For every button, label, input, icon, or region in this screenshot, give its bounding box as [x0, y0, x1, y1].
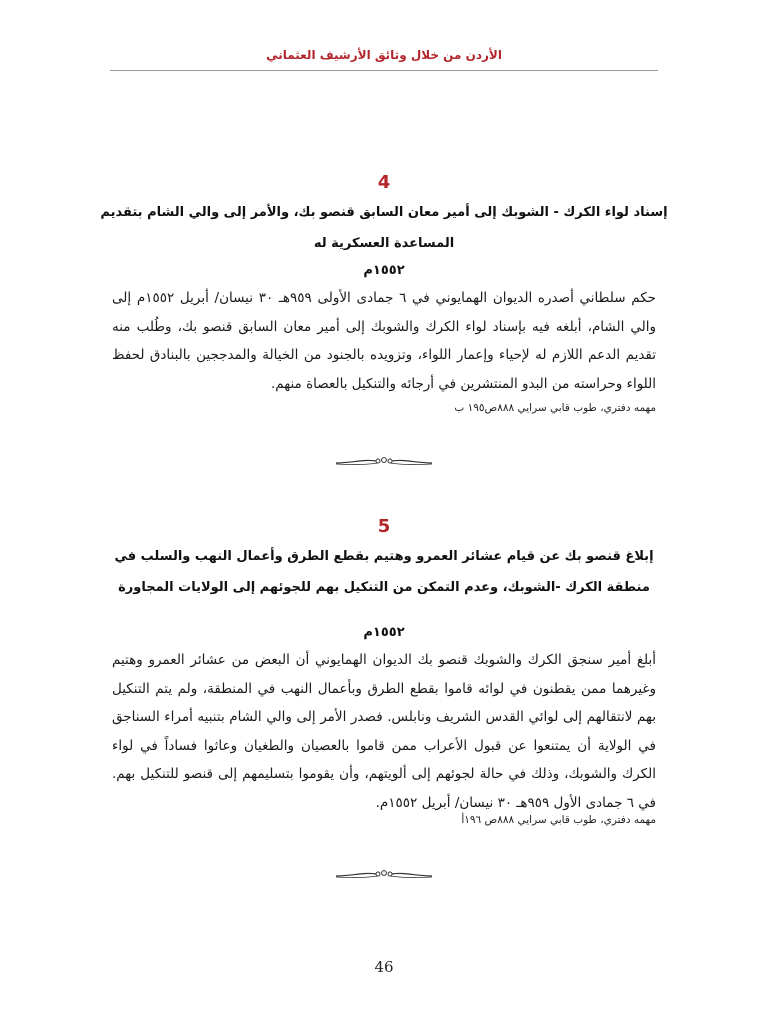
document-number-5: 5 — [377, 516, 391, 537]
running-title: الأردن من خلال وثائق الأرشيف العثماني — [266, 48, 502, 62]
document-body-5: أبلغ أمير سنجق الكرك والشوبك قنصو بك الديوان الهمايوني أن البعض من عشائر العمرو وهتيم وغيرهما ممن يقطنون في لوائه قاموا بقطع الطرق وبأعمال النهب في المنطقة، ولم يتم التنكيل بهم لانتقالهم إلى لوائي القدس الشريف ونابلس. فصدر الأمر إلى والي الشام بتنبيه أمراء السناجق في الولاية أن يمتنعوا عن قبول الأعراب ممن قاموا بالعصيان والطغيان وعاثوا فساداً في لواء الكرك والشوبك، وذلك في حالة لجوئهم إلى ألويتهم، وأن يقوموا بتسليمهم إلى قنصو للتنكيل بهم. في ٦ جمادى الأول ٩٥٩هـ ٣٠ نيسان/ أبريل ١٥٥٢م. — [112, 652, 656, 811]
flourish-divider-icon — [334, 869, 434, 881]
document-title-4: إسناد لواء الكرك - الشوبك إلى أمير معان السابق قنصو بك، والأمر إلى والي الشام بتقديم المساعدة العسكرية له — [100, 205, 668, 251]
document-source-5: مهمه دفتري، طوب قابي سرايي ٨٨٨ص ١٩٦أ — [461, 814, 656, 826]
page-number: 46 — [374, 958, 394, 976]
document-year-4: ١٥٥٢م — [363, 263, 405, 278]
document-title-5: إبلاغ قنصو بك عن قيام عشائر العمرو وهتيم بقطع الطرق وأعمال النهب والسلب في منطقة الكرك -الشوبك، وعدم التمكن من التنكيل بهم للجوئهم إلى الولايات المجاورة — [114, 549, 654, 595]
flourish-divider-icon — [334, 456, 434, 468]
document-source-4: مهمه دفتري، طوب قابي سرايي ٨٨٨ص١٩٥ ب — [454, 402, 656, 414]
document-year-5: ١٥٥٢م — [363, 625, 405, 640]
document-number-4: 4 — [377, 172, 391, 193]
header-rule — [110, 70, 658, 71]
document-body-4: حكم سلطاني أصدره الديوان الهمايوني في ٦ جمادى الأولى ٩٥٩هـ ٣٠ نيسان/ أبريل ١٥٥٢م إلى والي الشام، أبلغه فيه بإسناد لواء الكرك والشوبك إلى أمير معان السابق قنصو بك، وطُلب منه تقديم الدعم اللازم له لإحياء وإعمار اللواء، وتزويده بالجنود من الخيالة والمدججين بالبنادق لحفظ اللواء وحراسته من البدو المنتشرين في أرجائه والتنكيل بالعصاة منهم. — [112, 290, 656, 392]
